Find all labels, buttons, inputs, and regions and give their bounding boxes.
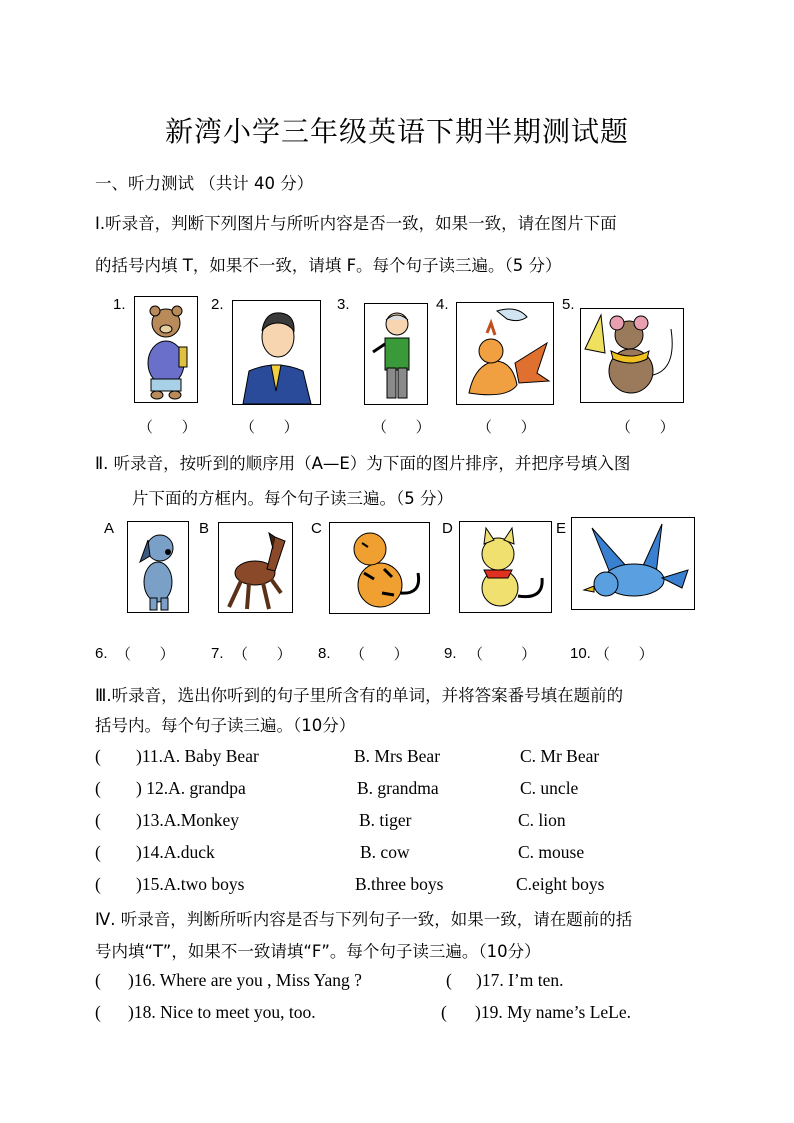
bear-icon xyxy=(134,296,198,403)
answer-number: 6. xyxy=(95,645,108,662)
mouse-icon xyxy=(580,308,684,403)
part2-instruction-line1: Ⅱ. 听录音，按听到的顺序用（A—E）为下面的图片排序，并把序号填入图 xyxy=(95,454,631,473)
section-heading: 一、听力测试 （共计 40 分） xyxy=(95,174,314,193)
part1-instruction-line1: Ⅰ.听录音，判断下列图片与所听内容是否一致，如果一致，请在图片下面 xyxy=(95,214,617,233)
item-number: 3. xyxy=(337,296,350,313)
part2-instruction-line2: 片下面的方框内。每个句子读三遍。（5 分） xyxy=(132,489,453,508)
answer-blank[interactable]: （ ） xyxy=(477,418,536,436)
question-option-c: C. Mr Bear xyxy=(520,746,600,766)
answer-paren[interactable]: ( xyxy=(95,842,101,862)
question-option-a: )13.A.Monkey xyxy=(136,810,240,830)
part3-instruction-line2: 括号内。每个句子读三遍。（10分） xyxy=(95,716,356,735)
dog-icon xyxy=(127,521,189,613)
question-option-b: B.three boys xyxy=(355,874,444,894)
part4-instruction-line2: 号内填“T”，如果不一致请填“F”。每个句子读三遍。（10分） xyxy=(95,942,541,961)
question-option-c: C. lion xyxy=(518,810,566,830)
part4-instruction-line1: Ⅳ. 听录音，判断所听内容是否与下列句子一致，如果一致，请在题前的括 xyxy=(95,910,633,929)
bird-icon xyxy=(571,517,695,610)
question-option-c: C. mouse xyxy=(518,842,585,862)
item-number: 1. xyxy=(113,296,126,313)
answer-blank[interactable]: （ ） xyxy=(595,645,654,663)
answer-paren[interactable]: ( xyxy=(95,778,101,798)
man-icon xyxy=(232,300,321,405)
picture-letter: D xyxy=(442,520,453,537)
dragon-icon xyxy=(456,302,554,405)
answer-paren[interactable]: ( xyxy=(95,970,101,990)
answer-blank[interactable]: （ ） xyxy=(468,645,537,663)
picture-letter: E xyxy=(556,520,567,537)
statement: )19. My name’s LeLe. xyxy=(475,1002,631,1022)
answer-number: 9. xyxy=(444,645,457,662)
answer-blank[interactable]: （ ） xyxy=(350,645,409,663)
item-number: 2. xyxy=(211,296,224,313)
answer-blank[interactable]: （ ） xyxy=(138,418,197,436)
question-option-a: )14.A.duck xyxy=(136,842,215,862)
question-option-a: )15.A.two boys xyxy=(136,874,245,894)
answer-blank[interactable]: （ ） xyxy=(116,645,175,663)
picture-letter: B xyxy=(199,520,210,537)
part3-instruction-line1: Ⅲ.听录音，选出你听到的句子里所含有的单词，并将答案番号填在题前的 xyxy=(95,686,624,705)
answer-paren[interactable]: ( xyxy=(95,746,101,766)
answer-paren[interactable]: ( xyxy=(446,970,452,990)
answer-blank[interactable]: （ ） xyxy=(240,418,299,436)
answer-paren[interactable]: ( xyxy=(95,1002,101,1022)
question-option-b: B. cow xyxy=(360,842,410,862)
answer-number: 7. xyxy=(211,645,224,662)
question-option-c: C. uncle xyxy=(520,778,579,798)
tiger-icon xyxy=(329,522,430,614)
question-option-b: B. tiger xyxy=(359,810,412,830)
picture-letter: A xyxy=(104,520,115,537)
answer-blank[interactable]: （ ） xyxy=(233,645,292,663)
answer-paren[interactable]: ( xyxy=(95,810,101,830)
question-option-c: C.eight boys xyxy=(516,874,605,894)
part1-instruction-line2: 的括号内填 T，如果不一致，请填 F。每个句子读三遍。（5 分） xyxy=(95,256,562,275)
question-option-b: B. grandma xyxy=(357,778,439,798)
answer-number: 8. xyxy=(318,645,331,662)
page-title: 新湾小学三年级英语下期半期测试题 xyxy=(164,115,629,148)
question-option-b: B. Mrs Bear xyxy=(354,746,441,766)
statement: )17. I’m ten. xyxy=(476,970,564,990)
statement: )18. Nice to meet you, too. xyxy=(128,1002,316,1022)
answer-paren[interactable]: ( xyxy=(441,1002,447,1022)
item-number: 5. xyxy=(562,296,575,313)
answer-paren[interactable]: ( xyxy=(95,874,101,894)
statement: )16. Where are you , Miss Yang ? xyxy=(128,970,362,990)
horse-icon xyxy=(218,522,293,613)
cat-icon xyxy=(459,521,552,613)
question-option-a: )11.A. Baby Bear xyxy=(136,746,259,766)
grandpa-icon xyxy=(364,303,428,405)
answer-number: 10. xyxy=(570,645,591,662)
question-option-a: ) 12.A. grandpa xyxy=(136,778,246,798)
picture-letter: C xyxy=(311,520,322,537)
answer-blank[interactable]: （ ） xyxy=(372,418,431,436)
item-number: 4. xyxy=(436,296,449,313)
answer-blank[interactable]: （ ） xyxy=(616,418,675,436)
